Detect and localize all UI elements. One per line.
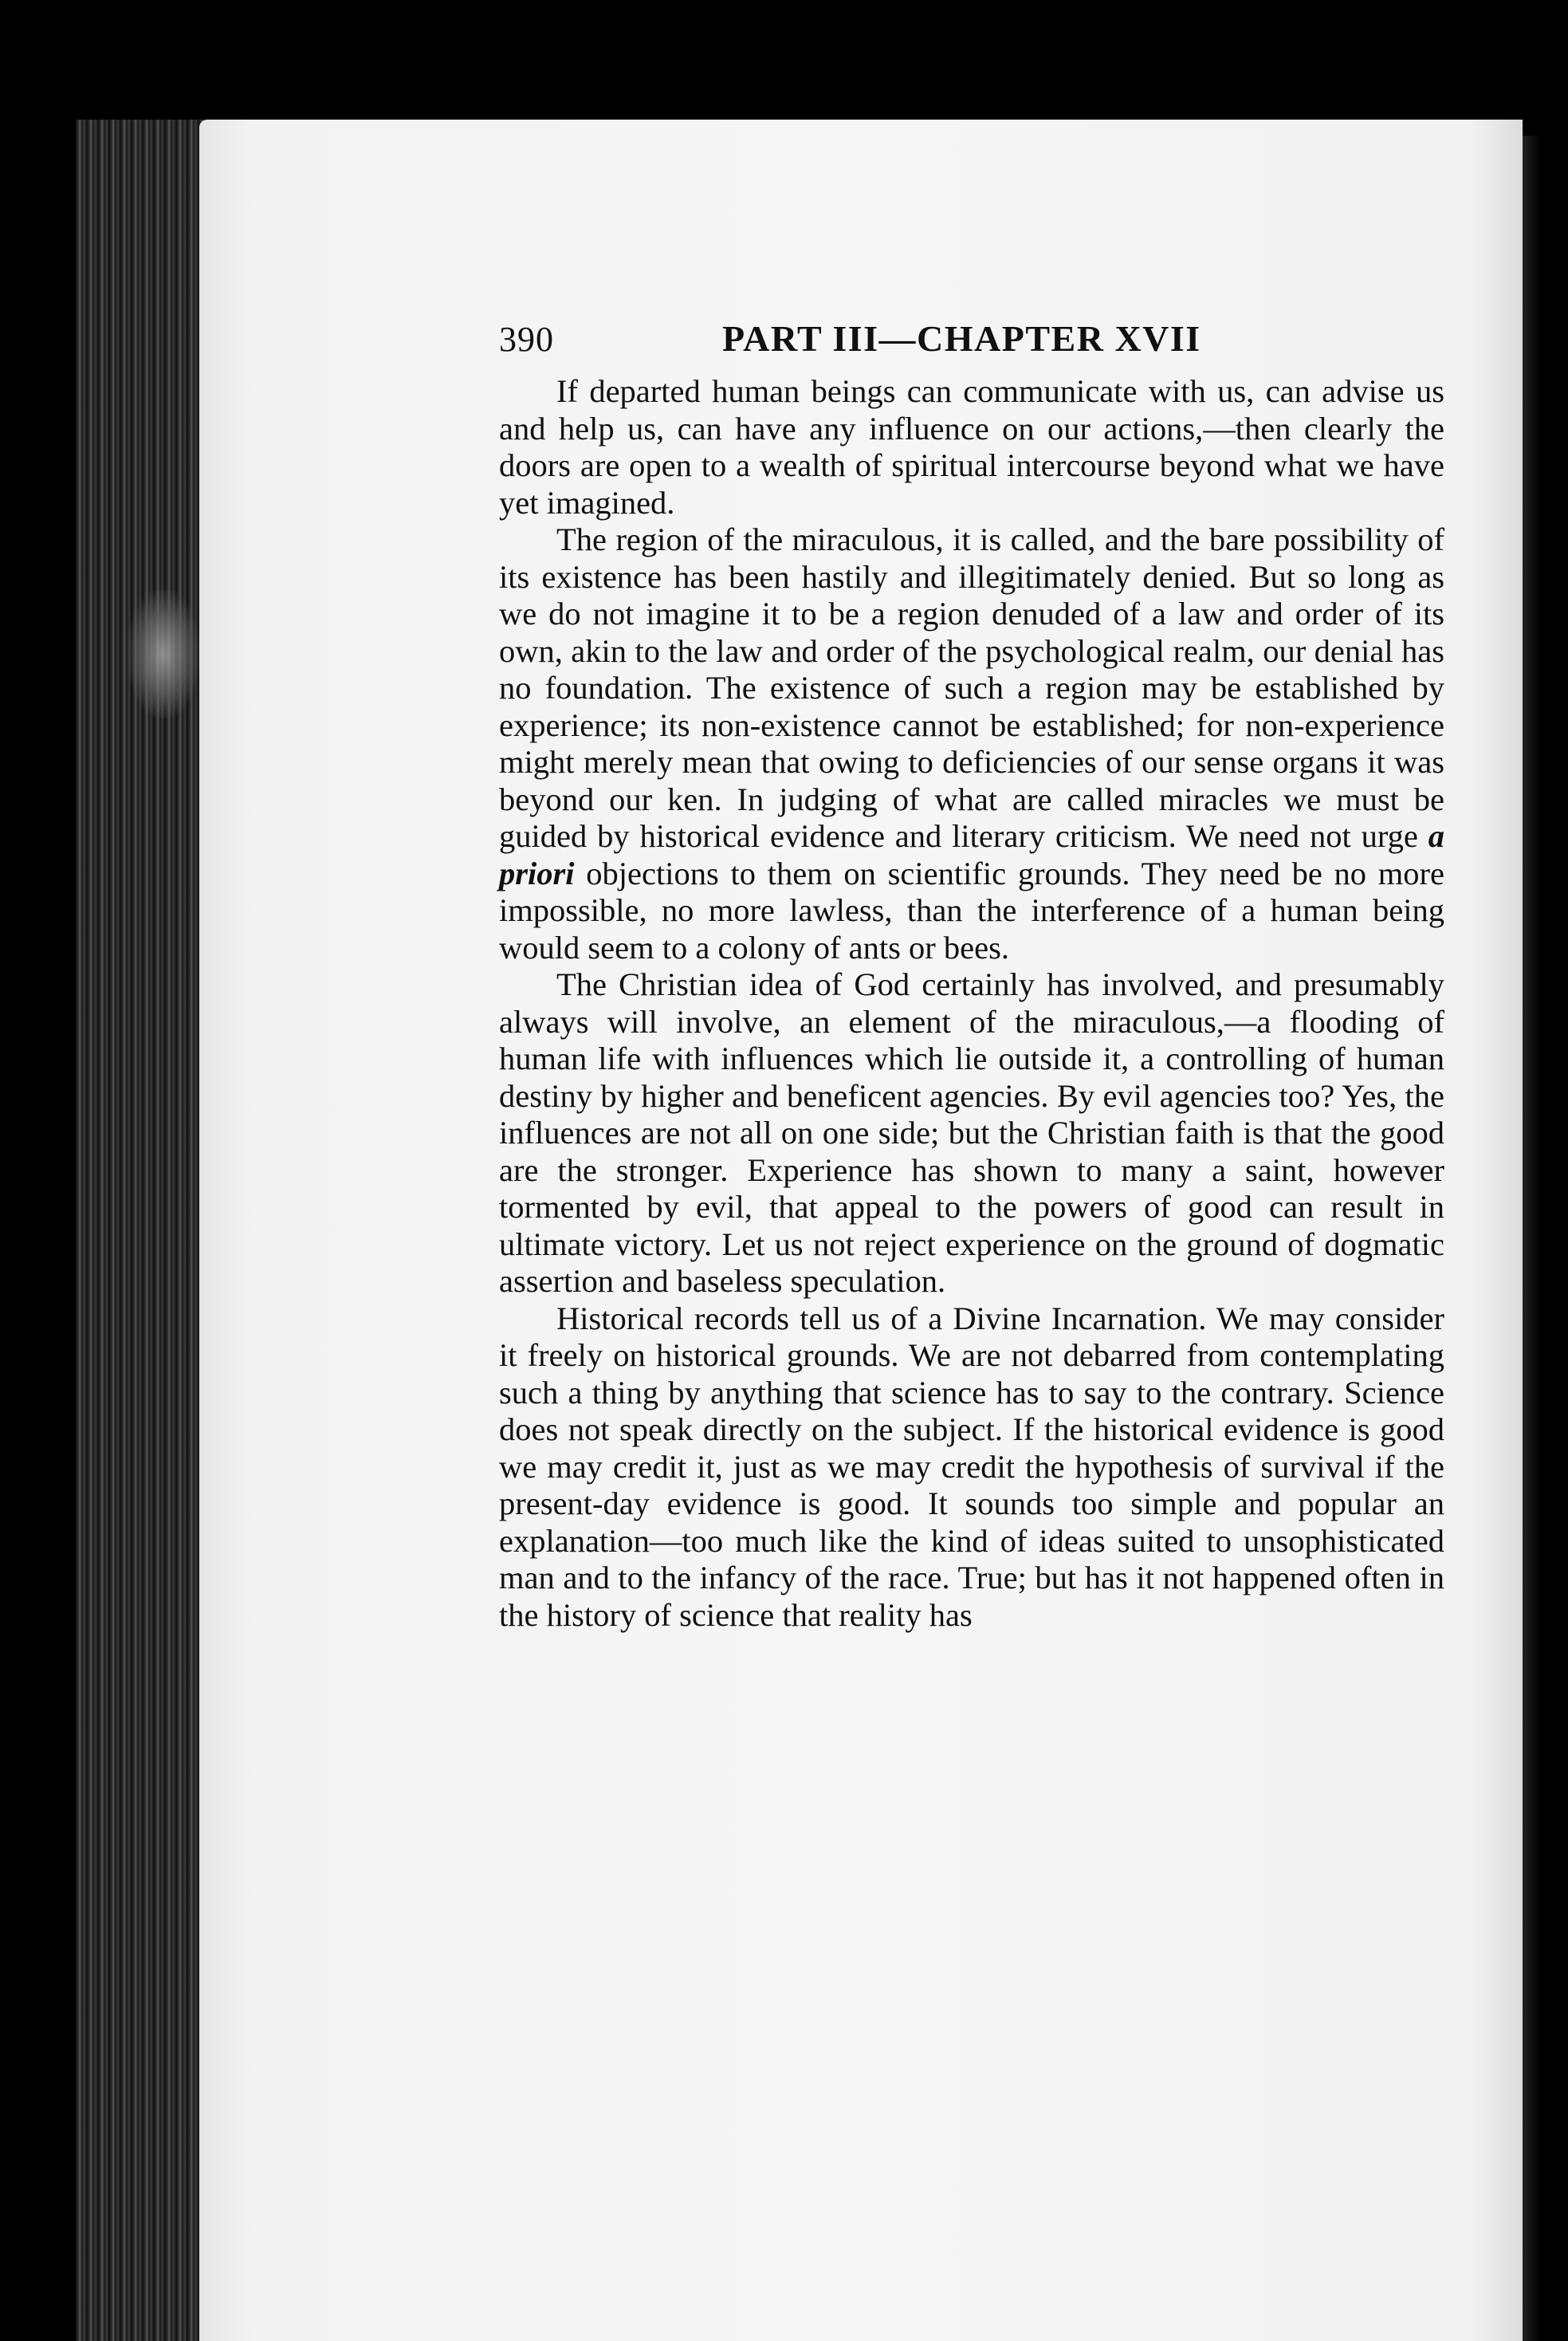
paragraph-2-text-before: The region of the miraculous, it is called, and the bare possibility of its existence has been hastily and illegitimately denied. But so long as we do not imagine it to be a region denuded of a law and order of its own, akin to the law and order of the psychological realm, our denial has no foundation. The existence of such a region may be established by experience; its non-existence cannot be established; for non-experience might merely mean that owing to deficiencies of our sense organs it was beyond our ken. In judging of what are called miracles we must be guided by historical evidence and literary criticism. We need not urge: [499, 521, 1444, 854]
paragraph-2-italic-phrase: a priori: [499, 818, 1444, 891]
running-head: [499, 317, 1444, 373]
paragraph-3: The Christian idea of God certainly has involved, and presumably always will involve, an element of the miraculous,—a flooding of human life with influences which lie outside it, a controlling of human destiny by higher and beneficent agencies. By evil agencies too? Yes, the influences are not all on one side; but the Christian faith is that the good are the stronger. Experience has shown to many a saint, however tormented by evil, that appeal to the powers of good can result in ultimate victory. Let us not reject experience on the ground of dogmatic assertion and baseless speculation.: [499, 966, 1444, 1299]
chapter-heading: PART III—CHAPTER XVII: [722, 318, 1201, 359]
page-number: 390: [499, 320, 554, 359]
next-page-edge: [1523, 136, 1540, 2341]
book-binding-edge: [76, 120, 203, 2341]
paragraph-2: [499, 521, 1444, 966]
paragraph-2-text-after: objections to them on scientific grounds. They need be no more impossible, no more lawless, than the interference of a human being would seem to a colony of ants or bees.: [499, 855, 1444, 966]
paragraph-4: Historical records tell us of a Divine Incarnation. We may consider it freely on historical grounds. We are not debarred from contemplating such a thing by anything that science has to say to the contrary. Science does not speak directly on the subject. If the historical evidence is good we may credit it, just as we may credit the hypothesis of survival if the present-day evidence is good. It sounds too simple and popular an explanation—too much like the kind of ideas suited to unsophisticated man and to the infancy of the race. True; but has it not happened often in the history of science that reality has: [499, 1300, 1444, 1633]
paragraph-1: If departed human beings can communicate with us, can advise us and help us, can have any influence on our actions,—then clearly the doors are open to a wealth of spiritual intercourse beyond what we have yet imagined.: [499, 373, 1444, 521]
page-text-block: [499, 317, 1444, 1634]
scan-artifact: [128, 590, 199, 718]
